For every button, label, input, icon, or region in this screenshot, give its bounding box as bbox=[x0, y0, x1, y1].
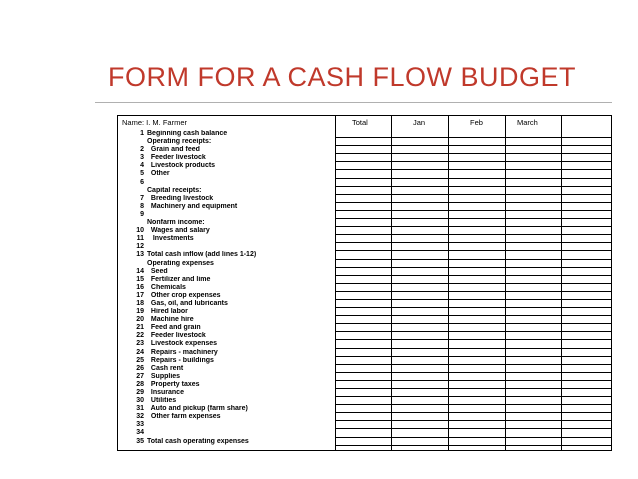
line-label: Chemicals bbox=[147, 283, 186, 291]
form-row bbox=[118, 292, 611, 300]
line-label: Feed and grain bbox=[147, 324, 201, 332]
form-row bbox=[118, 413, 611, 421]
form-row bbox=[118, 300, 611, 308]
line-number: 18 bbox=[136, 299, 144, 307]
line-number: 8 bbox=[140, 202, 144, 210]
form-row bbox=[118, 389, 611, 397]
line-number: 26 bbox=[136, 364, 144, 372]
line-label: Machinery and equipment bbox=[147, 202, 238, 210]
form-row bbox=[118, 357, 611, 365]
form-row bbox=[118, 268, 611, 276]
form-row bbox=[118, 438, 611, 446]
line-number: 24 bbox=[136, 348, 144, 356]
form-row bbox=[118, 276, 611, 284]
form-row bbox=[118, 365, 611, 373]
line-number: 20 bbox=[136, 316, 144, 324]
line-number: 15 bbox=[136, 275, 144, 283]
line-label: Wages and salary bbox=[147, 227, 210, 235]
line-number: 27 bbox=[136, 372, 144, 380]
line-number: 22 bbox=[136, 332, 144, 340]
line-label: Other crop expenses bbox=[147, 291, 221, 299]
form-row bbox=[118, 397, 611, 405]
form-row bbox=[118, 154, 611, 162]
line-label: Operating expenses bbox=[147, 259, 214, 267]
form-row bbox=[118, 146, 611, 154]
line-label: Nonfarm income: bbox=[147, 219, 205, 227]
form-row bbox=[118, 138, 611, 146]
form-header bbox=[118, 116, 611, 128]
form-row bbox=[118, 203, 611, 211]
line-label: Livestock expenses bbox=[147, 340, 218, 348]
line-label: Cash rent bbox=[147, 364, 184, 372]
line-number: 13 bbox=[136, 251, 144, 259]
line-label: Repairs - machinery bbox=[147, 348, 218, 356]
line-number: 25 bbox=[136, 356, 144, 364]
line-label: Utilities bbox=[147, 397, 177, 405]
line-number: 31 bbox=[136, 405, 144, 413]
line-number: 6 bbox=[140, 178, 144, 186]
form-row bbox=[118, 179, 611, 187]
line-number: 35 bbox=[136, 437, 144, 445]
form-row bbox=[118, 349, 611, 357]
line-label: Hired labor bbox=[147, 308, 188, 316]
line-number: 11 bbox=[136, 235, 144, 243]
form-row bbox=[118, 284, 611, 292]
form-row bbox=[118, 429, 611, 437]
line-number: 12 bbox=[136, 243, 144, 251]
line-number: 14 bbox=[136, 267, 144, 275]
form-row bbox=[118, 195, 611, 203]
form-row bbox=[118, 227, 611, 235]
form-row bbox=[118, 324, 611, 332]
page-title: FORM FOR A CASH FLOW BUDGET bbox=[108, 62, 577, 92]
line-label: Investments bbox=[147, 235, 194, 243]
line-label: Feeder livestock bbox=[147, 332, 206, 340]
line-label: Feeder livestock bbox=[147, 154, 206, 162]
line-label: Repairs - buildings bbox=[147, 356, 214, 364]
form-row bbox=[118, 187, 611, 195]
form-row bbox=[118, 219, 611, 227]
form-row bbox=[118, 211, 611, 219]
title-underline bbox=[95, 102, 612, 103]
line-number: 7 bbox=[140, 194, 144, 202]
column-header-jan: Jan bbox=[413, 118, 426, 127]
form-row bbox=[118, 235, 611, 243]
line-label: Fertilizer and lime bbox=[147, 275, 211, 283]
line-number: 34 bbox=[136, 429, 144, 437]
form-row bbox=[118, 251, 611, 259]
form-row bbox=[118, 340, 611, 348]
line-label: Insurance bbox=[147, 389, 184, 396]
line-number: 3 bbox=[140, 154, 144, 162]
line-number: 19 bbox=[136, 308, 144, 316]
line-number: 29 bbox=[136, 389, 144, 396]
row-gridline bbox=[335, 445, 611, 446]
form-row bbox=[118, 421, 611, 429]
line-label: Gas, oil, and lubricants bbox=[147, 299, 228, 307]
line-number: 16 bbox=[136, 283, 144, 291]
line-number: 21 bbox=[136, 324, 144, 332]
form-row bbox=[118, 308, 611, 316]
line-number: 30 bbox=[136, 397, 144, 405]
line-label: Total cash operating expenses bbox=[147, 437, 249, 445]
name-label: Name: I. M. Farmer bbox=[122, 118, 188, 127]
line-label: Capital receipts: bbox=[147, 186, 202, 194]
line-label: Supplies bbox=[147, 372, 181, 380]
line-number: 17 bbox=[136, 291, 144, 299]
line-number: 9 bbox=[140, 210, 144, 218]
line-label: Seed bbox=[147, 267, 168, 275]
line-label: Auto and pickup (farm share) bbox=[147, 405, 248, 413]
column-header-total: Total bbox=[352, 118, 368, 127]
line-number: 23 bbox=[136, 340, 144, 348]
column-header-feb: Feb bbox=[470, 118, 483, 127]
form-row bbox=[118, 381, 611, 389]
line-number: 5 bbox=[140, 170, 144, 178]
line-label: Breeding livestock bbox=[147, 194, 214, 202]
column-header-march: March bbox=[517, 118, 538, 127]
form-row bbox=[118, 260, 611, 268]
line-label: Machine hire bbox=[147, 316, 194, 324]
form-row bbox=[118, 162, 611, 170]
line-number: 1 bbox=[140, 130, 144, 137]
line-number: 32 bbox=[136, 413, 144, 421]
form-row bbox=[118, 332, 611, 340]
form-row bbox=[118, 170, 611, 178]
line-label: Grain and feed bbox=[147, 146, 200, 154]
form-row bbox=[118, 405, 611, 413]
form-row bbox=[118, 373, 611, 381]
form-row bbox=[118, 243, 611, 251]
line-label: Property taxes bbox=[147, 380, 200, 388]
line-number: 33 bbox=[136, 421, 144, 429]
line-label: Other farm expenses bbox=[147, 413, 221, 421]
line-label: Beginning cash balance bbox=[147, 130, 228, 137]
form-row bbox=[118, 130, 611, 138]
line-label: Other bbox=[147, 170, 170, 178]
form-rows bbox=[118, 130, 611, 446]
line-label: Total cash inflow (add lines 1-12) bbox=[147, 251, 257, 259]
line-number: 4 bbox=[140, 162, 144, 170]
line-number: 10 bbox=[136, 227, 144, 235]
cash-flow-form bbox=[117, 115, 612, 451]
line-number: 28 bbox=[136, 380, 144, 388]
line-label: Operating receipts: bbox=[147, 138, 212, 146]
form-row bbox=[118, 316, 611, 324]
line-label: Livestock products bbox=[147, 162, 216, 170]
line-number: 2 bbox=[140, 146, 144, 154]
